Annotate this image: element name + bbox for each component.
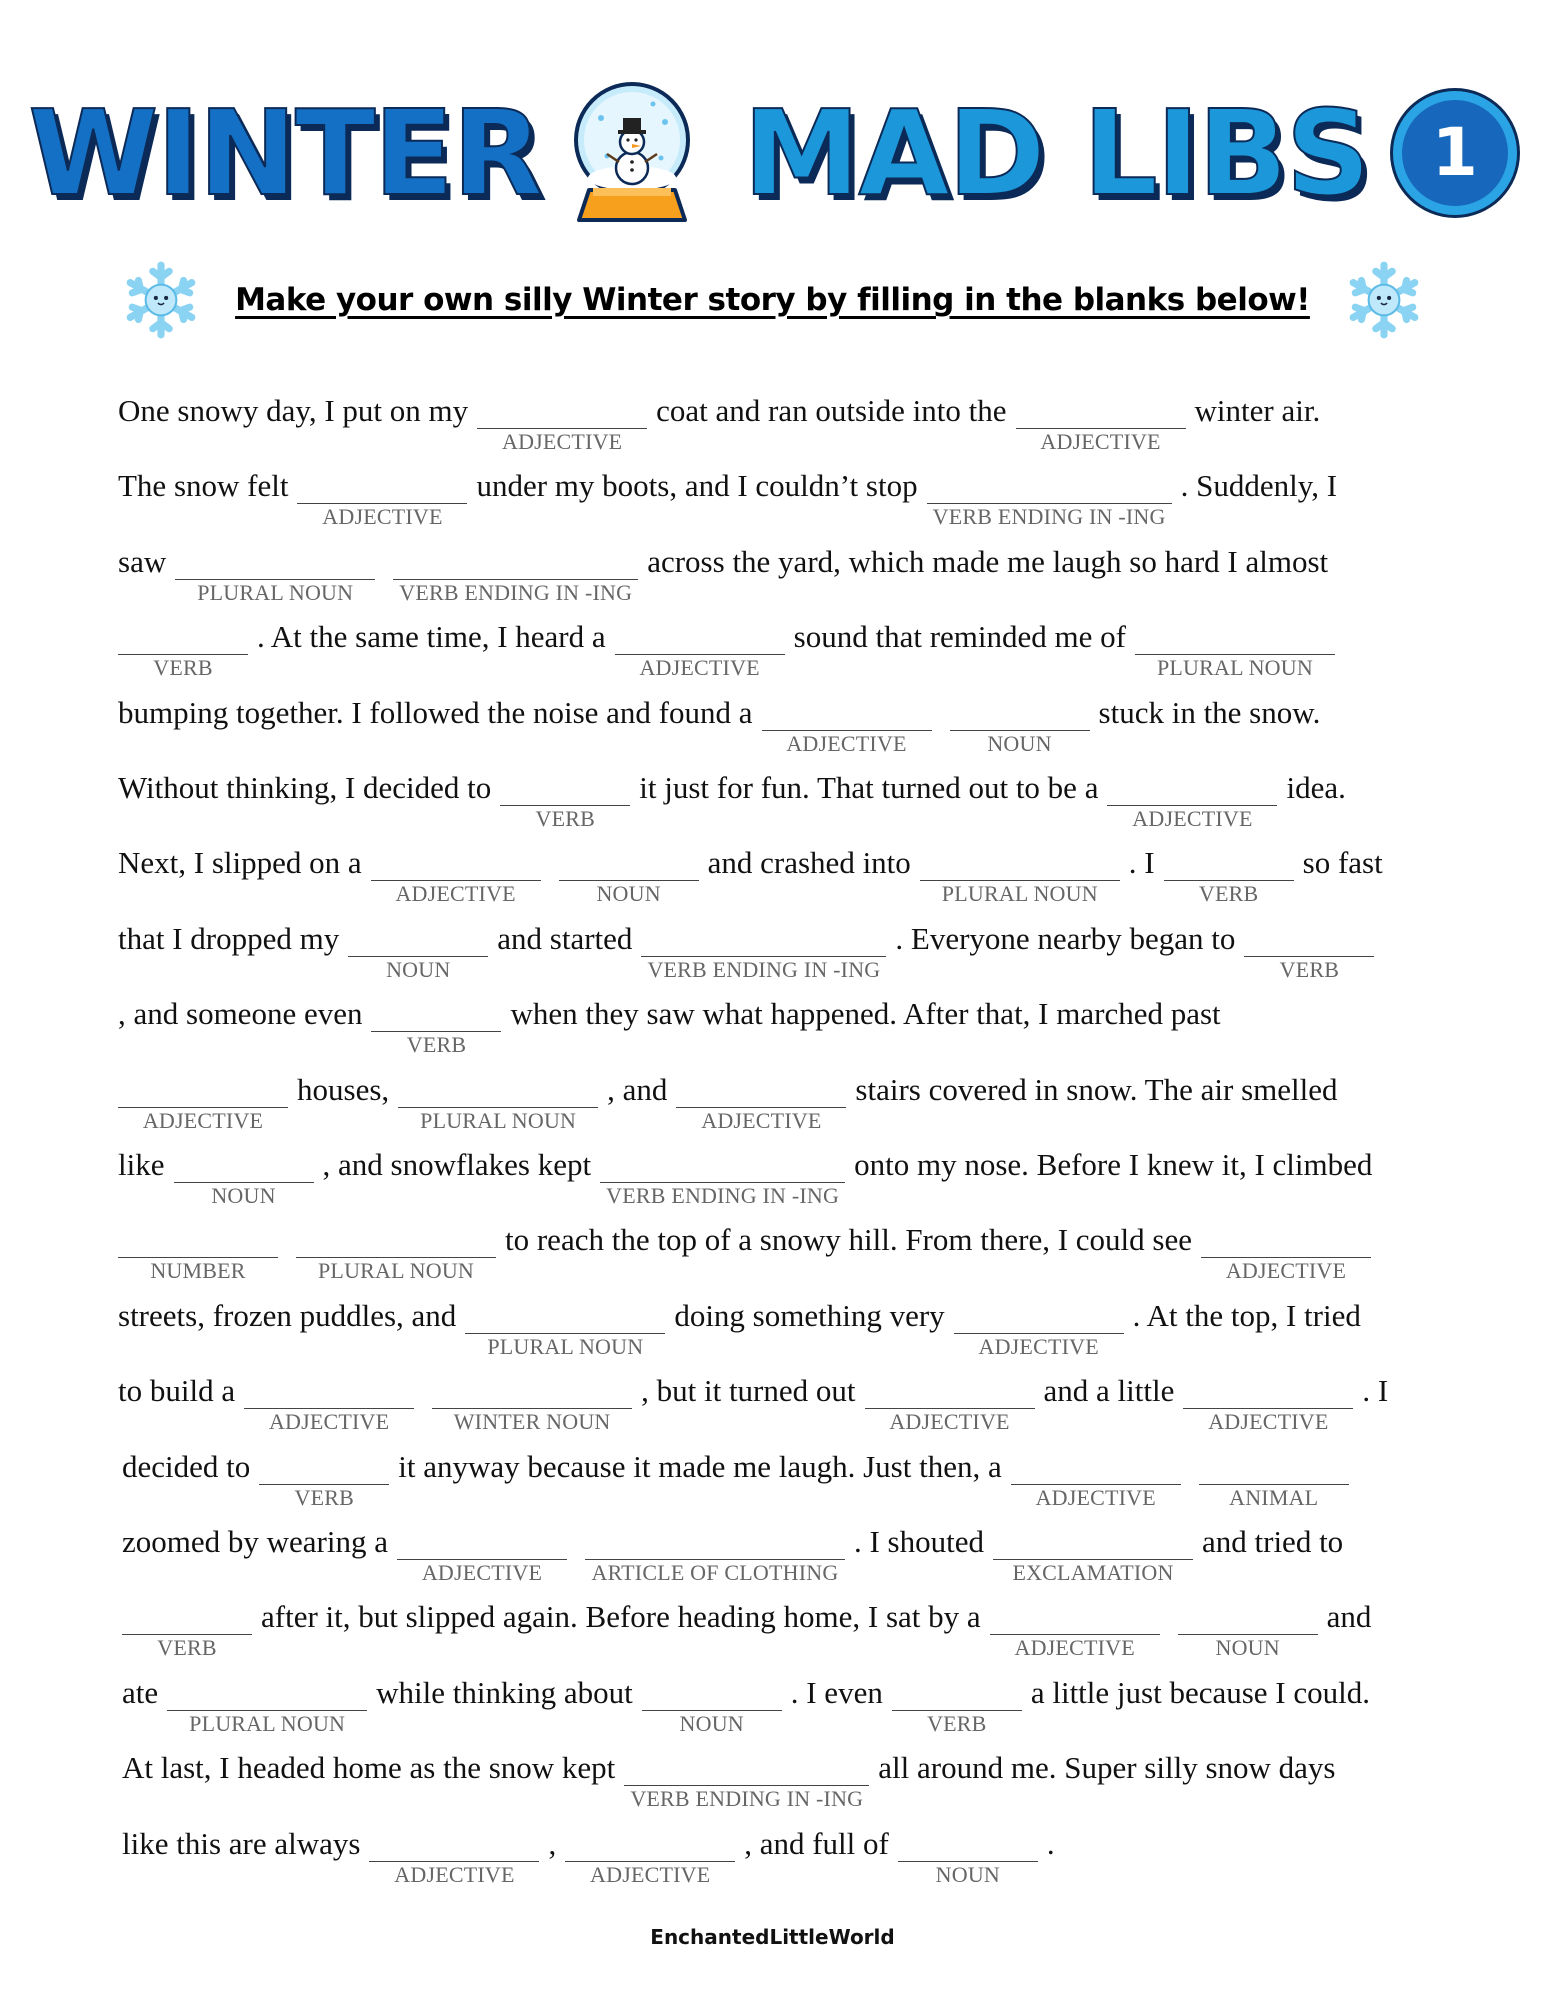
story-text: At last, I headed home as the snow kept: [122, 1750, 616, 1785]
story-text: under my boots, and I couldn’t stop: [476, 468, 918, 503]
fill-in-blank[interactable]: [122, 1598, 252, 1662]
blank-line[interactable]: [624, 1749, 869, 1786]
blank-word-type-label: PLURAL NOUN: [487, 1334, 644, 1359]
title-word-mad-libs: MAD LIBS: [742, 84, 1369, 222]
story-text: decided to: [122, 1449, 251, 1484]
blank-line[interactable]: [500, 769, 630, 806]
story-line: [122, 1749, 1432, 1813]
blank-line[interactable]: [954, 1297, 1124, 1334]
story-text: like: [118, 1147, 165, 1182]
story-text: winter air.: [1194, 393, 1321, 428]
fill-in-blank[interactable]: [398, 1071, 598, 1135]
blank-line[interactable]: [892, 1674, 1022, 1711]
blank-word-type-label: ADJECTIVE: [1208, 1409, 1329, 1434]
story-text: and a little: [1043, 1373, 1175, 1408]
story-text: doing something very: [674, 1298, 945, 1333]
story-text: . I shouted: [853, 1524, 984, 1559]
blank-word-type-label: ADJECTIVE: [701, 1108, 822, 1133]
blank-line[interactable]: [1135, 618, 1335, 655]
story-text: . Everyone nearby began to: [895, 921, 1236, 956]
blank-line[interactable]: [1178, 1598, 1318, 1635]
blank-word-type-label: VERB ENDING IN -ING: [630, 1786, 864, 1811]
fill-in-blank[interactable]: [954, 1297, 1124, 1361]
blank-word-type-label: VERB: [294, 1485, 354, 1510]
fill-in-blank[interactable]: [641, 920, 886, 984]
story-line: [118, 1221, 1428, 1285]
fill-in-blank[interactable]: [1164, 844, 1294, 908]
blank-line[interactable]: [920, 844, 1120, 881]
blank-word-type-label: ADJECTIVE: [501, 429, 623, 454]
story-text: onto my nose. Before I knew it, I climbed: [854, 1147, 1373, 1182]
blank-line[interactable]: [565, 1825, 735, 1862]
story-line: [118, 392, 1428, 456]
story-text: that I dropped my: [118, 921, 340, 956]
blank-word-type-label: VERB ENDING IN -ING: [932, 504, 1166, 529]
story-text: . At the same time, I heard a: [257, 619, 606, 654]
story-text: and started: [497, 921, 633, 956]
blank-word-type-label: PLURAL NOUN: [197, 580, 354, 605]
blank-word-type-label: ADJECTIVE: [268, 1409, 390, 1434]
fill-in-blank[interactable]: [1183, 1372, 1353, 1436]
blank-line[interactable]: [927, 467, 1172, 504]
story-text: houses,: [297, 1072, 390, 1107]
story-text: . At the top, I tried: [1132, 1298, 1361, 1333]
story-text: to reach the top of a snowy hill. From there, I could see: [505, 1222, 1192, 1257]
blank-word-type-label: PLURAL NOUN: [941, 881, 1098, 906]
story-text: a little just because I could.: [1030, 1675, 1370, 1710]
blank-word-type-label: VERB: [1279, 957, 1340, 982]
story-text: . I even: [790, 1675, 883, 1710]
story-text: coat and ran outside into the: [656, 393, 1007, 428]
blank-word-type-label: VERB: [1198, 881, 1259, 906]
blank-line[interactable]: [174, 1146, 314, 1183]
fill-in-blank[interactable]: [1199, 1448, 1349, 1512]
story-text: , and: [607, 1072, 668, 1107]
story-line: [118, 1146, 1428, 1210]
blank-line[interactable]: [118, 1071, 288, 1108]
blank-line[interactable]: [369, 1825, 539, 1862]
story-text: , and snowflakes kept: [322, 1147, 592, 1182]
fill-in-blank[interactable]: [118, 1221, 278, 1285]
blank-line[interactable]: [559, 844, 699, 881]
blank-word-type-label: NOUN: [987, 731, 1052, 756]
story-line: [122, 1598, 1432, 1662]
story-line: [118, 1372, 1428, 1436]
story-line: [118, 769, 1428, 833]
story-text: it just for fun. That turned out to be a: [639, 770, 1099, 805]
fill-in-blank[interactable]: [371, 995, 501, 1059]
blank-word-type-label: VERB: [535, 806, 596, 831]
fill-in-blank[interactable]: [371, 844, 541, 908]
blank-word-type-label: ADJECTIVE: [394, 1862, 515, 1887]
story-text: zoomed by wearing a: [122, 1524, 388, 1559]
fill-in-blank[interactable]: [393, 543, 638, 607]
story-text: , and someone even: [118, 996, 363, 1031]
story-line: [122, 1448, 1432, 1512]
story-text: and crashed into: [707, 845, 911, 880]
blank-line[interactable]: [1164, 844, 1294, 881]
story-line: [118, 467, 1428, 531]
story-text: it anyway because it made me laugh. Just then, a: [398, 1449, 1002, 1484]
story-line: [118, 844, 1428, 908]
blank-line[interactable]: [118, 1221, 278, 1258]
blank-word-type-label: PLURAL NOUN: [189, 1711, 346, 1736]
story-line: [118, 694, 1428, 758]
story-text: stuck in the snow.: [1098, 695, 1321, 730]
fill-in-blank[interactable]: [600, 1146, 845, 1210]
blank-word-type-label: ADJECTIVE: [639, 655, 760, 680]
blank-line[interactable]: [993, 1523, 1193, 1560]
story-text: bumping together. I followed the noise and found a: [118, 695, 753, 730]
blank-word-type-label: ADJECTIVE: [1225, 1258, 1347, 1283]
story-text: stairs covered in snow. The air smelled: [855, 1072, 1338, 1107]
fill-in-blank[interactable]: [296, 1221, 496, 1285]
blank-word-type-label: NOUN: [596, 881, 661, 906]
fill-in-blank[interactable]: [762, 694, 932, 758]
blank-word-type-label: ADJECTIVE: [1132, 806, 1253, 831]
fill-in-blank[interactable]: [369, 1825, 539, 1889]
blank-line[interactable]: [167, 1674, 367, 1711]
blank-line[interactable]: [175, 543, 375, 580]
blank-line[interactable]: [296, 1221, 496, 1258]
fill-in-blank[interactable]: [259, 1448, 389, 1512]
blank-line[interactable]: [1244, 920, 1374, 957]
fill-in-blank[interactable]: [565, 1825, 735, 1889]
fill-in-blank[interactable]: [585, 1523, 845, 1587]
blank-word-type-label: ADJECTIVE: [978, 1334, 1099, 1359]
fill-in-blank[interactable]: [676, 1071, 846, 1135]
fill-in-blank[interactable]: [174, 1146, 314, 1210]
blank-word-type-label: ADJECTIVE: [421, 1560, 543, 1585]
fill-in-blank[interactable]: [642, 1674, 782, 1738]
fill-in-blank[interactable]: [1107, 769, 1277, 833]
blank-line[interactable]: [762, 694, 932, 731]
story-line: [118, 543, 1428, 607]
blank-word-type-label: EXCLAMATION: [1012, 1560, 1174, 1585]
story-text: and: [1326, 1599, 1372, 1634]
fill-in-blank[interactable]: [950, 694, 1090, 758]
blank-word-type-label: VERB: [153, 655, 213, 680]
fill-in-blank[interactable]: [1016, 392, 1186, 456]
fill-in-blank[interactable]: [1178, 1598, 1318, 1662]
fill-in-blank[interactable]: [1135, 618, 1335, 682]
subtitle: Make your own silly Winter story by filling in the blanks below!: [235, 282, 1310, 318]
story-line: [118, 1071, 1428, 1135]
story-text: Without thinking, I decided to: [118, 770, 492, 805]
fill-in-blank[interactable]: [500, 769, 630, 833]
story-text: ate: [122, 1675, 159, 1710]
story-text: after it, but slipped again. Before heading home, I sat by a: [261, 1599, 981, 1634]
blank-line[interactable]: [122, 1598, 252, 1635]
fill-in-blank[interactable]: [892, 1674, 1022, 1738]
blank-word-type-label: WINTER NOUN: [453, 1409, 611, 1434]
fill-in-blank[interactable]: [615, 618, 785, 682]
blank-line[interactable]: [615, 618, 785, 655]
blank-line[interactable]: [1183, 1372, 1353, 1409]
story-line: [122, 1674, 1432, 1738]
fill-in-blank[interactable]: [927, 467, 1172, 531]
blank-line[interactable]: [371, 844, 541, 881]
blank-line[interactable]: [600, 1146, 845, 1183]
fill-in-blank[interactable]: [898, 1825, 1038, 1889]
story-text: like this are always: [122, 1826, 361, 1861]
story-text: all around me. Super silly snow days: [878, 1750, 1336, 1785]
blank-line[interactable]: [585, 1523, 845, 1560]
story-line: [122, 1523, 1432, 1587]
blank-line[interactable]: [465, 1297, 665, 1334]
blank-line[interactable]: [642, 1674, 782, 1711]
fill-in-blank[interactable]: [397, 1523, 567, 1587]
story-text: sound that reminded me of: [793, 619, 1126, 654]
blank-word-type-label: PLURAL NOUN: [1156, 655, 1313, 680]
blank-word-type-label: ADJECTIVE: [395, 881, 516, 906]
blank-word-type-label: ADJECTIVE: [142, 1108, 264, 1133]
blank-line[interactable]: [865, 1372, 1035, 1409]
blank-word-type-label: NOUN: [386, 957, 451, 982]
story-text: when they saw what happened. After that, I marched past: [510, 996, 1221, 1031]
blank-word-type-label: NOUN: [935, 1862, 1001, 1887]
fill-in-blank[interactable]: [1244, 920, 1374, 984]
fill-in-blank[interactable]: [865, 1372, 1035, 1436]
blank-word-type-label: VERB: [927, 1711, 987, 1736]
story-text: saw: [118, 544, 167, 579]
story-text: . Suddenly, I: [1180, 468, 1338, 503]
story-text: One snowy day, I put on my: [118, 393, 469, 428]
fill-in-blank[interactable]: [297, 467, 467, 531]
blank-line[interactable]: [393, 543, 638, 580]
blank-word-type-label: NOUN: [679, 1711, 744, 1736]
fill-in-blank[interactable]: [118, 618, 248, 682]
story-text: , but it turned out: [641, 1373, 856, 1408]
story-text: . I: [1128, 845, 1155, 880]
story-text: The snow felt: [118, 468, 289, 503]
fill-in-blank[interactable]: [348, 920, 488, 984]
blank-word-type-label: VERB ENDING IN -ING: [606, 1183, 840, 1208]
blank-word-type-label: ADJECTIVE: [590, 1862, 711, 1887]
fill-in-blank[interactable]: [167, 1674, 367, 1738]
fill-in-blank[interactable]: [993, 1523, 1193, 1587]
story-line: [118, 618, 1428, 682]
story-line: [118, 1297, 1428, 1361]
fill-in-blank[interactable]: [1201, 1221, 1371, 1285]
story-line: [118, 920, 1428, 984]
blank-line[interactable]: [1011, 1448, 1181, 1485]
blank-line[interactable]: [432, 1372, 632, 1409]
blank-word-type-label: ADJECTIVE: [889, 1409, 1010, 1434]
blank-line[interactable]: [950, 694, 1090, 731]
story-text: streets, frozen puddles, and: [118, 1298, 457, 1333]
blank-line[interactable]: [1199, 1448, 1349, 1485]
story-text: .: [1046, 1826, 1055, 1861]
blank-word-type-label: PLURAL NOUN: [318, 1258, 474, 1283]
story-line: [122, 1825, 1432, 1889]
badge-number: 1: [1431, 114, 1478, 191]
blank-word-type-label: NOUN: [211, 1183, 276, 1208]
fill-in-blank[interactable]: [465, 1297, 665, 1361]
blank-line[interactable]: [398, 1071, 598, 1108]
fill-in-blank[interactable]: [118, 1071, 288, 1135]
blank-word-type-label: VERB ENDING IN -ING: [399, 580, 633, 605]
blank-word-type-label: ADJECTIVE: [322, 504, 443, 529]
blank-line[interactable]: [397, 1523, 567, 1560]
blank-line[interactable]: [371, 995, 501, 1032]
blank-line[interactable]: [297, 467, 467, 504]
blank-word-type-label: ARTICLE OF CLOTHING: [591, 1560, 839, 1585]
story-text: to build a: [118, 1373, 236, 1408]
story-text: ,: [548, 1826, 557, 1861]
blank-line[interactable]: [1201, 1221, 1371, 1258]
story-line: [118, 995, 1428, 1059]
blank-line[interactable]: [1016, 392, 1186, 429]
fill-in-blank[interactable]: [244, 1372, 414, 1436]
footer-credit: EnchantedLittleWorld: [650, 1925, 895, 1949]
blank-line[interactable]: [118, 618, 248, 655]
story-text: idea.: [1286, 770, 1346, 805]
blank-line[interactable]: [641, 920, 886, 957]
blank-word-type-label: NOUN: [1215, 1635, 1280, 1660]
fill-in-blank[interactable]: [559, 844, 699, 908]
blank-line[interactable]: [244, 1372, 414, 1409]
blank-line[interactable]: [990, 1598, 1160, 1635]
blank-line[interactable]: [348, 920, 488, 957]
blank-word-type-label: PLURAL NOUN: [420, 1108, 577, 1133]
blank-word-type-label: NUMBER: [150, 1258, 246, 1283]
blank-word-type-label: ANIMAL: [1229, 1485, 1319, 1510]
blank-word-type-label: ADJECTIVE: [1035, 1485, 1156, 1510]
blank-word-type-label: ADJECTIVE: [786, 731, 907, 756]
blank-word-type-label: VERB: [406, 1032, 467, 1057]
fill-in-blank[interactable]: [920, 844, 1120, 908]
story-text: , and full of: [744, 1826, 889, 1861]
blank-word-type-label: VERB ENDING IN -ING: [647, 957, 881, 982]
fill-in-blank[interactable]: [624, 1749, 869, 1813]
blank-line[interactable]: [259, 1448, 389, 1485]
blank-word-type-label: ADJECTIVE: [1040, 429, 1161, 454]
story-text: and tried to: [1202, 1524, 1344, 1559]
fill-in-blank[interactable]: [1011, 1448, 1181, 1512]
story-text: across the yard, which made me laugh so hard I almost: [647, 544, 1329, 579]
blank-word-type-label: ADJECTIVE: [1014, 1635, 1135, 1660]
fill-in-blank[interactable]: [990, 1598, 1160, 1662]
blank-line[interactable]: [898, 1825, 1038, 1862]
story-text: Next, I slipped on a: [118, 845, 362, 880]
fill-in-blank[interactable]: [477, 392, 647, 456]
story-text: while thinking about: [376, 1675, 633, 1710]
blank-line[interactable]: [477, 392, 647, 429]
story-text: . I: [1362, 1373, 1389, 1408]
fill-in-blank[interactable]: [432, 1372, 632, 1436]
blank-word-type-label: VERB: [157, 1635, 217, 1660]
fill-in-blank[interactable]: [175, 543, 375, 607]
story-text: so fast: [1302, 845, 1383, 880]
title-word-winter: WINTER: [28, 84, 541, 222]
blank-line[interactable]: [676, 1071, 846, 1108]
blank-line[interactable]: [1107, 769, 1277, 806]
